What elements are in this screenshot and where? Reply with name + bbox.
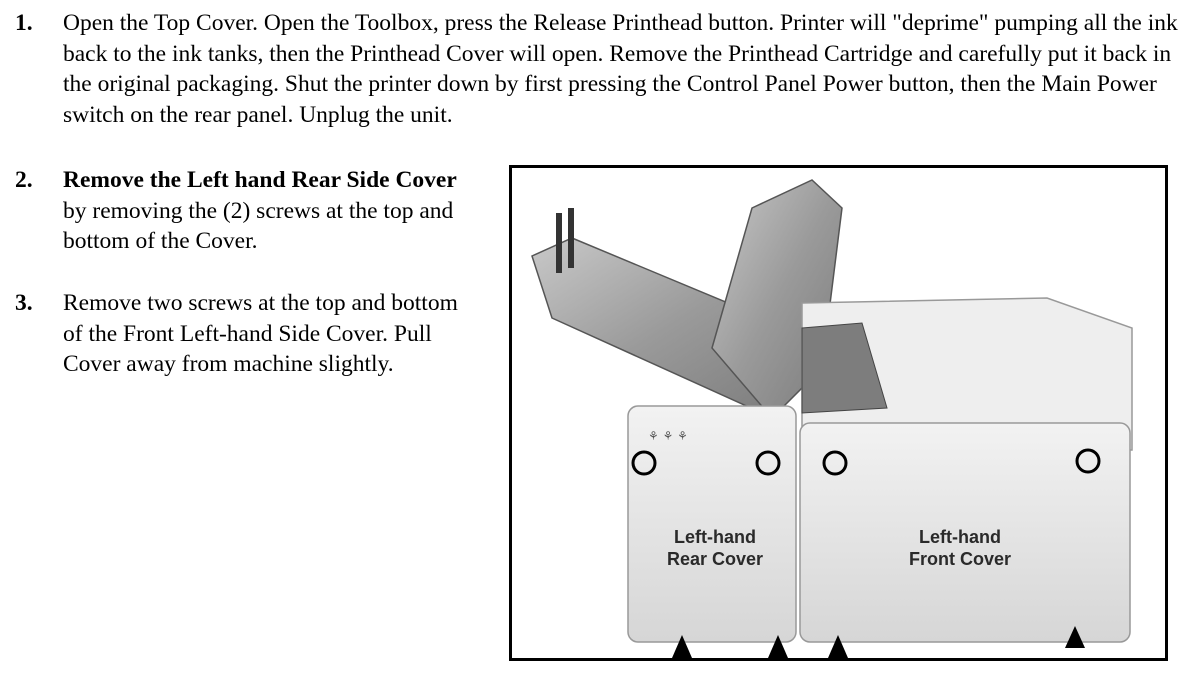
step-number: 2.: [15, 167, 33, 193]
feeder-post: [556, 213, 562, 273]
step-number: 1.: [15, 10, 33, 36]
rear-cover-marks: ⚘ ⚘ ⚘: [648, 429, 688, 443]
step-bold-text: Remove the Left hand Rear Side Cover: [63, 167, 457, 193]
step-number: 3.: [15, 290, 33, 316]
printer-figure: [509, 165, 1168, 661]
step-text: Open the Top Cover. Open the Toolbox, press the Release Printhead button. Printer will "deprime" pumping all the ink back to the ink tanks, then the Printhead Cover will open. Remove the Printhead Cartridge and carefully put it back in the original packaging. Shut the printer down by first pressing the Control Panel Power button, then the Main Power switch on the rear panel. Unplug the unit.: [63, 10, 1178, 128]
step-text: [63, 165, 483, 257]
rear-cover-label: [650, 526, 780, 570]
front-cover-label-text: Left-hand Front Cover: [908, 527, 1011, 569]
rear-cover-label-text: Left-hand Rear Cover: [666, 527, 764, 569]
step-body-text: by removing the (2) screws at the top and bottom of the Cover.: [63, 197, 454, 254]
step-text: Remove two screws at the top and bottom of the Front Left-hand Side Cover. Pull Cover away from machine slightly.: [63, 290, 458, 377]
front-cover-label: [890, 526, 1030, 570]
printer-illustration: [512, 168, 1165, 658]
feeder-post: [568, 208, 574, 268]
